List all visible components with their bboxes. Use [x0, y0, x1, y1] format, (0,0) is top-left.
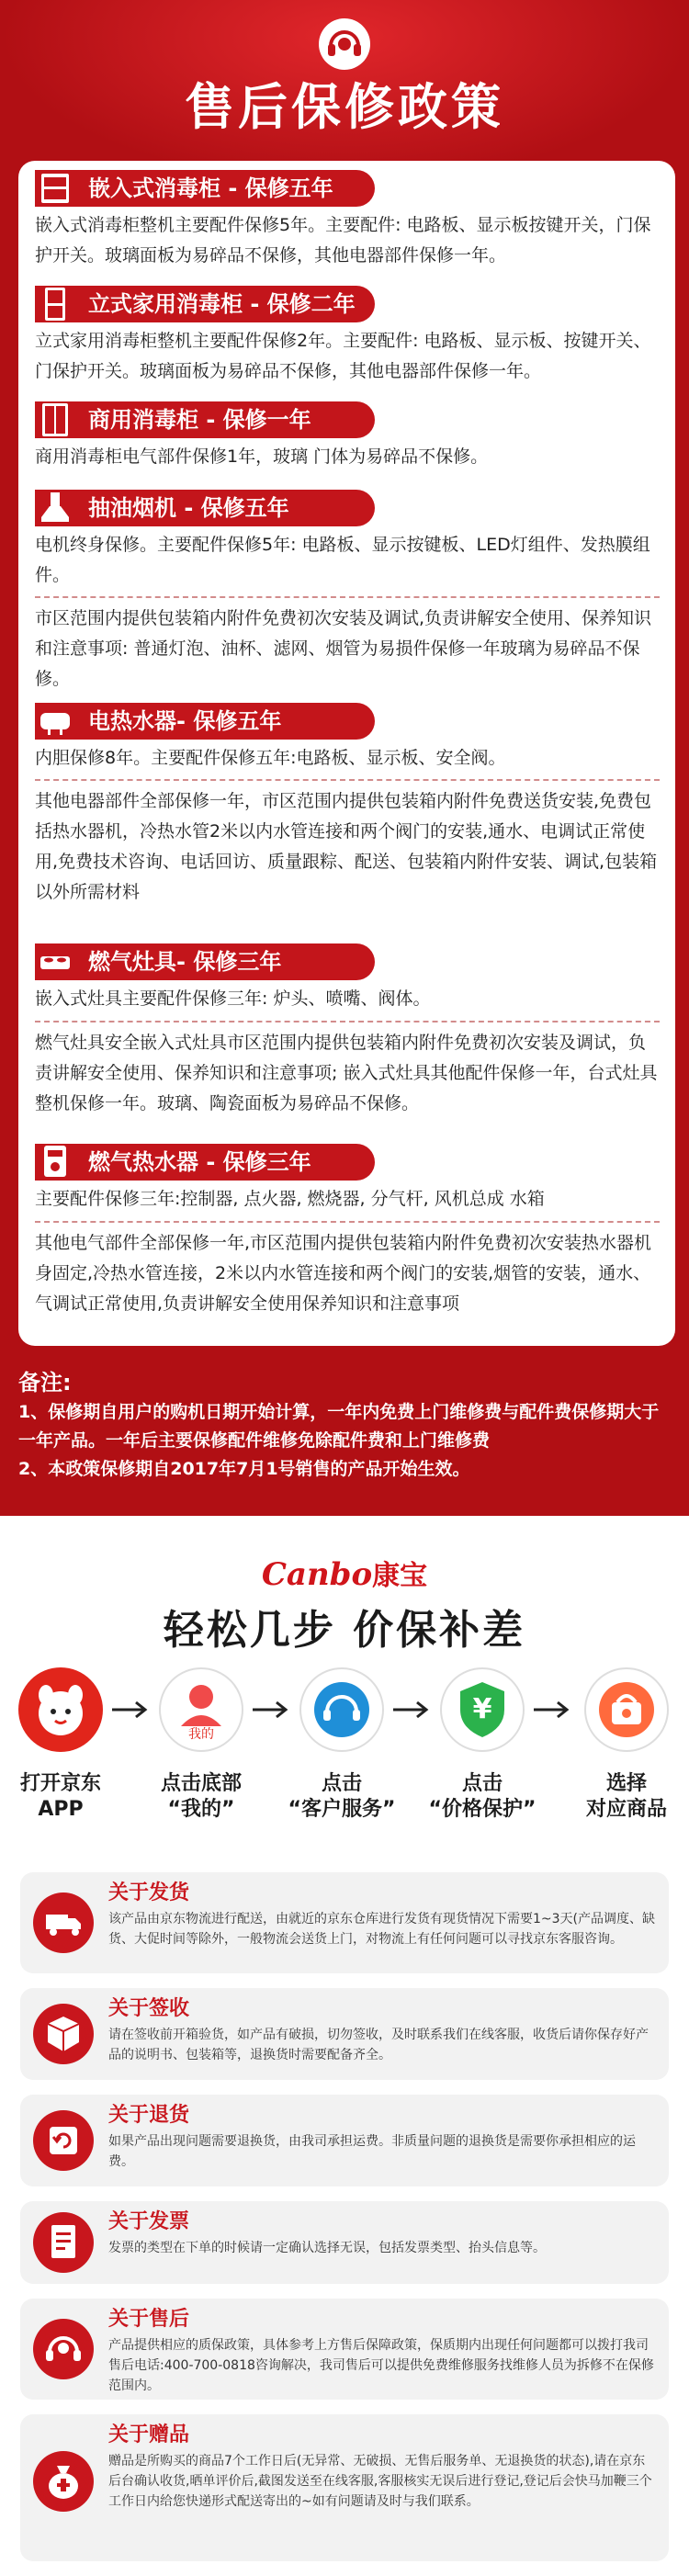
cabinet-icon: [39, 170, 72, 207]
step-select-product[interactable]: [584, 1667, 669, 1752]
my-profile-label: 我的: [188, 1727, 214, 1742]
info-title: 关于发票: [108, 2210, 190, 2233]
section-header-gas-water-heater: [35, 1144, 375, 1181]
step-label: [0, 1771, 130, 1823]
info-title: 关于售后: [108, 2308, 190, 2331]
warranty-card: [18, 161, 675, 1346]
section-title: 抽油烟机 - 保修五年: [88, 495, 289, 521]
section-paragraph: 电机终身保修。主要配件保修5年: 电路板、显示按键板、LED灯组件、发热膜组件。: [35, 535, 650, 585]
section-title: 电热水器- 保修五年: [88, 708, 282, 734]
gas-stove-icon: [39, 943, 72, 980]
section-paragraph: 嵌入式消毒柜整机主要配件保修5年。主要配件: 电路板、显示板按键开关，门保护开关。玻璃面板为易碎品不保修，其他电器部件保修一年。: [35, 215, 651, 266]
arrow-right-icon: [391, 1697, 432, 1723]
brand-chinese: 康宝: [372, 1560, 428, 1592]
info-title: 关于发货: [108, 1881, 190, 1904]
step-jd-app[interactable]: [18, 1667, 103, 1752]
info-title: 关于签收: [108, 1997, 190, 2020]
step-label: [132, 1771, 270, 1823]
divider: [35, 1021, 660, 1022]
after-sales-icon: [33, 2319, 94, 2379]
select-product-icon: [586, 1669, 667, 1750]
section-paragraph: 其他电气部件全部保修一年,市区范围内提供包装箱内附件免费初次安装热水器机身固定,冷热水管连接，2米以内水管连接和两个阀门的安装,烟管的安装，通水、气调试正常使用,负责讲解安全使用保养知识和注意事项: [35, 1233, 652, 1314]
step-label-line: 对应商品: [585, 1798, 667, 1821]
standing-cabinet-icon: [39, 286, 72, 322]
step-label: [413, 1771, 551, 1823]
info-card-after-sales: [20, 2299, 669, 2400]
brand-logo: [0, 1553, 689, 1593]
commercial-cabinet-icon: [39, 401, 72, 438]
info-card-gift: [20, 2414, 669, 2561]
gas-water-heater-icon: [39, 1144, 72, 1181]
package-icon: [33, 2004, 94, 2064]
section-header-gas-stove: [35, 943, 375, 980]
arrow-right-icon: [110, 1697, 151, 1723]
section-header-electric-water-heater: [35, 703, 375, 740]
step-label: [273, 1771, 411, 1823]
jd-app-icon: [18, 1667, 103, 1752]
section-title: 嵌入式消毒柜 - 保修五年: [88, 175, 333, 201]
info-card-sign: [20, 1988, 669, 2080]
section-paragraph: 市区范围内提供包装箱内附件免费初次安装及调试,负责讲解安全使用、保养知识和注意事项: 普通灯泡、油杯、滤网、烟管为易损件保修一年玻璃为易碎品不保修。: [35, 608, 652, 689]
divider: [35, 1221, 660, 1223]
delivery-truck-icon: [33, 1892, 94, 1953]
range-hood-icon: [39, 490, 72, 526]
section-title: 商用消毒柜 - 保修一年: [88, 407, 311, 433]
invoice-icon: [33, 2212, 94, 2273]
notes-line: 1、保修期自用户的购机日期开始计算，一年内免费上门维修费与配件费保修期大于一年产品。一年后主要保修配件维修免除配件费和上门维修费: [18, 1402, 660, 1451]
step-label-line: 点击: [321, 1772, 362, 1795]
info-title: 关于赠品: [108, 2423, 190, 2446]
section-paragraph: 嵌入式灶具主要配件保修三年: 炉头、喷嘴、阀体。: [35, 989, 431, 1009]
brand-latin: Canbo: [261, 1556, 373, 1593]
notes: [18, 1367, 671, 1484]
info-body: 如果产品出现问题需要退换货，由我司承担运费。非质量问题的退换货是需要你承担相应的运费。: [108, 2134, 636, 2169]
step-label-line: “我的”: [167, 1798, 235, 1821]
arrow-right-icon: [532, 1697, 572, 1723]
section-header-standing-cabinet: [35, 286, 375, 322]
step-label-line: 选择: [605, 1772, 647, 1795]
electric-water-heater-icon: [39, 703, 72, 740]
step-label: [558, 1771, 689, 1823]
headset-service-icon: [317, 17, 372, 72]
customer-service-icon: [301, 1669, 382, 1750]
info-title: 关于退货: [108, 2104, 190, 2127]
info-body: 发票的类型在下单的时候请一定确认选择无误，包括发票类型、抬头信息等。: [108, 2241, 546, 2255]
info-card-return: [20, 2095, 669, 2186]
section-header-commercial-cabinet: [35, 401, 375, 438]
section-paragraph: 其他电器部件全部保修一年，市区范围内提供包装箱内附件免费送货安装,免费包括热水器机，冷热水管2米以内水管连接和两个阀门的安装,通水、电调试正常使用,免费技术咨询、电话回访、质量跟粽、配送、包装箱内附件安装、调试,包装箱以外所需材料: [35, 791, 658, 902]
info-body: 赠品是所购买的商品7个工作日后(无异常、无破损、无售后服务单、无退换货的状态),请在京东后台确认收货,晒单评价后,截图发送至在线客服,客服核实无误后进行登记,登记后会快马加鞭三个工作日内给您快递形式配送寄出的~如有问题请及时与我们联系。: [108, 2454, 652, 2509]
page-title: 售后保修政策: [185, 78, 504, 136]
arrow-right-icon: [251, 1697, 291, 1723]
step-label-line: “客户服务”: [288, 1798, 396, 1821]
return-icon: [33, 2110, 94, 2171]
slogan: 轻松几步 价保补差: [163, 1607, 526, 1654]
divider: [35, 779, 660, 781]
step-label-line: 点击底部: [160, 1772, 242, 1795]
step-label-line: 打开京东: [19, 1772, 101, 1795]
gift-bag-icon: [33, 2451, 94, 2512]
notes-line: 2、本政策保修期自2017年7月1号销售的产品开始生效。: [18, 1459, 470, 1479]
price-symbol: ¥: [472, 1693, 492, 1725]
step-label-line: “价格保护”: [428, 1798, 537, 1821]
step-customer-service[interactable]: [299, 1667, 384, 1752]
info-body: 该产品由京东物流进行配送，由就近的京东仓库进行发货有现货情况下需要1~3天(产品调度、缺货、大促时间等除外，一般物流会送货上门，对物流上有任何问题可以寻找京东客服咨询。: [108, 1912, 656, 1947]
section-header-range-hood: [35, 490, 375, 526]
info-body: 请在签收前开箱验货，如产品有破损，切勿签收，及时联系我们在线客服，收货后请你保存好产品的说明书、包装箱等，退换货时需要配备齐全。: [108, 2028, 649, 2062]
step-label-line: 点击: [461, 1772, 503, 1795]
section-paragraph: 内胆保修8年。主要配件保修五年:电路板、显示板、安全阀。: [35, 748, 506, 768]
section-header-embedded-cabinet: [35, 170, 375, 207]
section-title: 燃气热水器 - 保修三年: [88, 1149, 311, 1175]
notes-title: 备注:: [18, 1370, 72, 1395]
section-paragraph: 立式家用消毒柜整机主要配件保修2年。主要配件: 电路板、显示板、按键开关、门保护开关。玻璃面板为易碎品不保修，其他电器部件保修一年。: [35, 331, 651, 381]
section-paragraph: 燃气灶具安全嵌入式灶具市区范围内提供包装箱内附件免费初次安装及调试，负责讲解安全使用、保养知识和注意事项; 嵌入式灶具其他配件保修一年，台式灶具整机保修一年。玻璃、陶瓷面板为易碎品不保修。: [35, 1033, 658, 1113]
section-title: 燃气灶具- 保修三年: [88, 949, 282, 975]
info-card-delivery: [20, 1872, 669, 1973]
section-title: 立式家用消毒柜 - 保修二年: [88, 291, 356, 317]
step-label-line: APP: [38, 1798, 84, 1821]
section-paragraph: 商用消毒柜电气部件保修1年，玻璃 门体为易碎品不保修。: [35, 446, 489, 467]
info-card-invoice: [20, 2201, 669, 2284]
step-price-protect[interactable]: [440, 1667, 525, 1752]
step-my-profile[interactable]: [159, 1667, 243, 1752]
info-body: 产品提供相应的质保政策，具体参考上方售后保障政策，保质期内出现任何问题都可以拨打我司售后电话:400-700-0818咨询解决，我司售后可以提供免费维修服务找维修人员为拆修不在保修范围内。: [108, 2338, 654, 2393]
section-paragraph: 主要配件保修三年:控制器, 点火器, 燃烧器, 分气杆, 风机总成 水箱: [35, 1189, 545, 1209]
divider: [35, 596, 660, 598]
